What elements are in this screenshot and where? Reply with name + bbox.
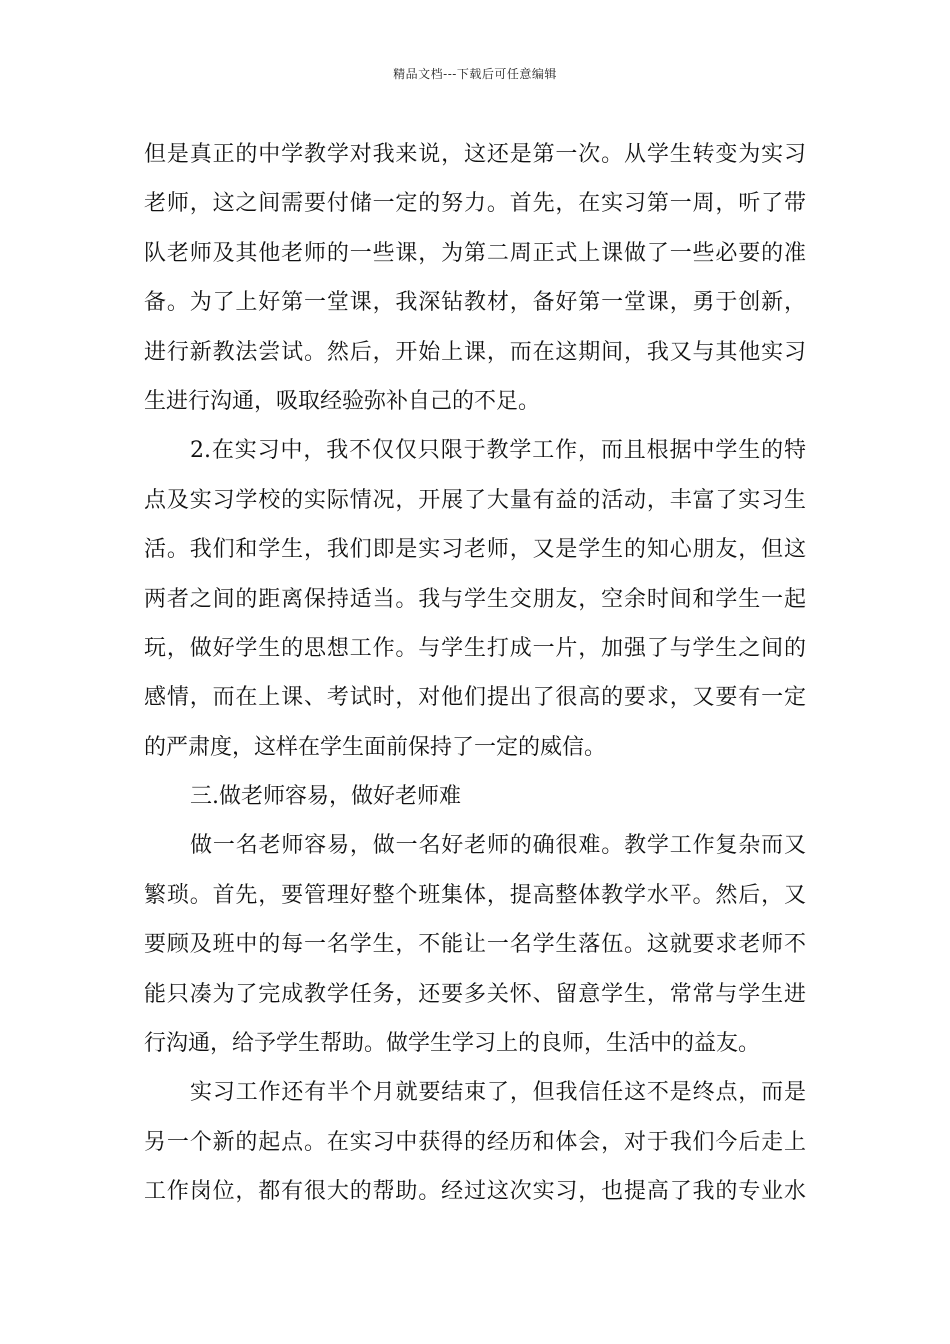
text-line: 活。我们和学生，我们即是实习老师，又是学生的知心朋友，但这 bbox=[144, 537, 806, 563]
text-line: 玩，做好学生的思想工作。与学生打成一片，加强了与学生之间的 bbox=[144, 635, 806, 661]
text-line: 2.在实习中，我不仅仅只限于教学工作，而且根据中学生的特 bbox=[190, 438, 806, 464]
text-line: 老师，这之间需要付储一定的努力。首先，在实习第一周，听了带 bbox=[144, 191, 806, 217]
document-body bbox=[144, 130, 806, 1217]
page-header: 精品文档---下载后可任意编辑 bbox=[393, 67, 557, 81]
text-line: 工作岗位，都有很大的帮助。经过这次实习，也提高了我的专业水 bbox=[144, 1179, 806, 1205]
text-line: 实习工作还有半个月就要结束了，但我信任这不是终点，而是 bbox=[190, 1080, 806, 1106]
text-line: 备。为了上好第一堂课，我深钻教材，备好第一堂课，勇于创新， bbox=[144, 290, 806, 316]
text-line: 感情，而在上课、考试时，对他们提出了很高的要求，又要有一定 bbox=[144, 685, 806, 711]
text-line: 行沟通，给予学生帮助。做学生学习上的良师，生活中的益友。 bbox=[144, 1031, 761, 1057]
text-line: 进行新教法尝试。然后，开始上课，而在这期间，我又与其他实习 bbox=[144, 339, 806, 365]
text-line: 做一名老师容易，做一名好老师的确很难。教学工作复杂而又 bbox=[190, 833, 806, 859]
text-line: 的严肃度，这样在学生面前保持了一定的威信。 bbox=[144, 734, 607, 760]
text-line: 两者之间的距离保持适当。我与学生交朋友，空余时间和学生一起 bbox=[144, 586, 806, 612]
text-line: 要顾及班中的每一名学生，不能让一名学生落伍。这就要求老师不 bbox=[144, 932, 806, 958]
text-line: 点及实习学校的实际情况，开展了大量有益的活动，丰富了实习生 bbox=[144, 487, 806, 513]
text-line: 队老师及其他老师的一些课，为第二周正式上课做了一些必要的准 bbox=[144, 240, 806, 266]
text-line: 生进行沟通，吸取经验弥补自己的不足。 bbox=[144, 388, 541, 414]
text-line: 繁琐。首先，要管理好整个班集体，提高整体教学水平。然后，又 bbox=[144, 882, 806, 908]
text-line: 但是真正的中学教学对我来说，这还是第一次。从学生转变为实习 bbox=[144, 142, 806, 167]
text-line: 三.做老师容易，做好老师难 bbox=[190, 784, 461, 810]
text-line: 另一个新的起点。在实习中获得的经历和体会，对于我们今后走上 bbox=[144, 1129, 806, 1155]
text-line: 能只凑为了完成教学任务，还要多关怀、留意学生，常常与学生进 bbox=[144, 981, 806, 1007]
